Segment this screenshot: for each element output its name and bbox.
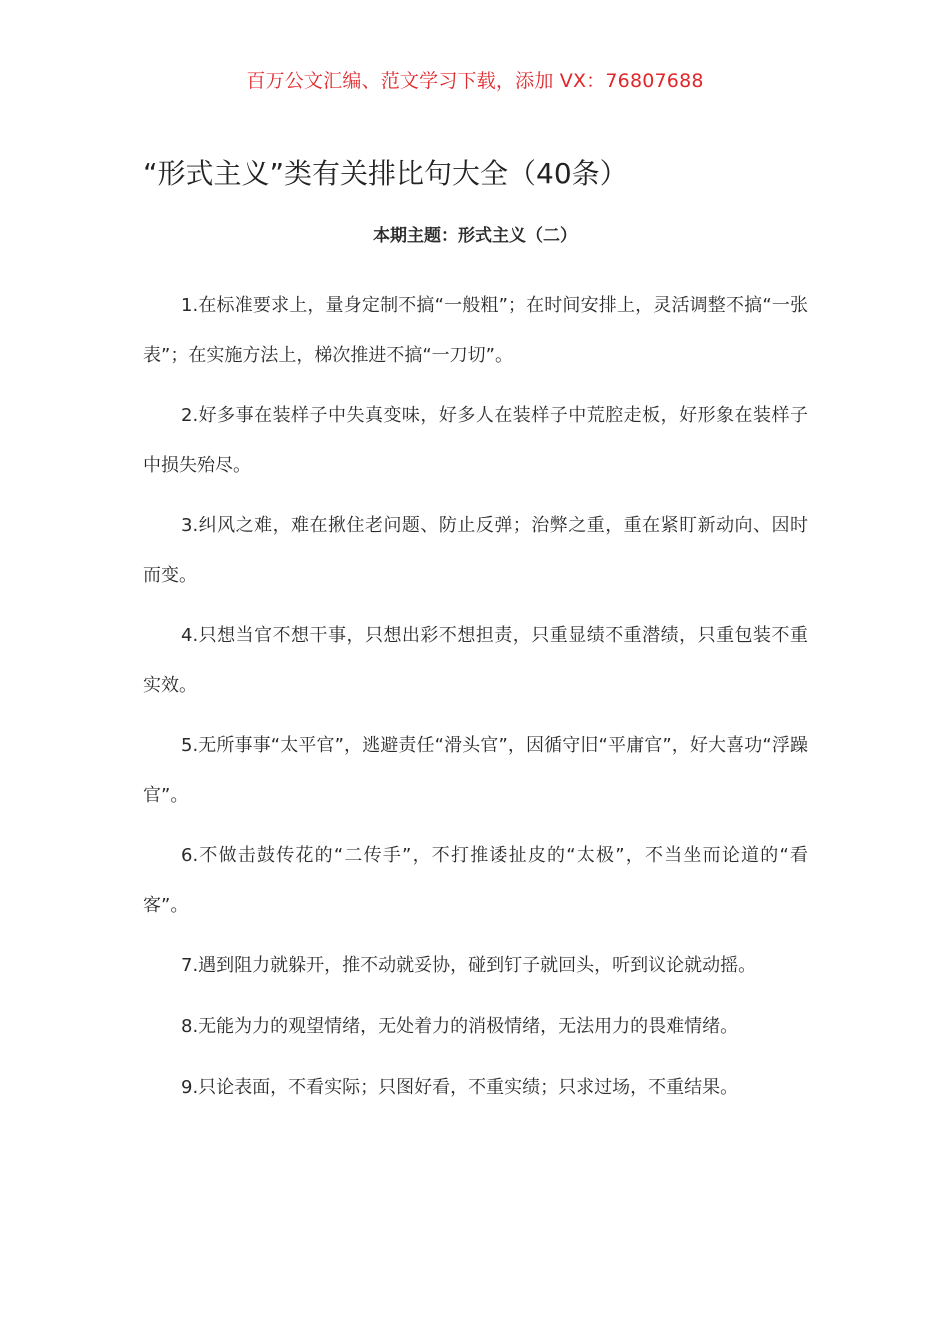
document-subtitle: 本期主题：形式主义（二） — [373, 226, 577, 246]
list-item: 7.遇到阻力就躲开，推不动就妥协，碰到钉子就回头，听到议论就动摇。 — [181, 955, 757, 976]
header-banner: 百万公文汇编、范文学习下载，添加 VX：76807688 — [246, 70, 704, 92]
list-item: 4.只想当官不想干事，只想出彩不想担责，只重显绩不重潜绩，只重包装不重实效。 — [143, 625, 808, 696]
list-item: 3.纠风之难，难在揪住老问题、防止反弹；治弊之重，重在紧盯新动向、因时而变。 — [143, 515, 808, 586]
item-list — [143, 281, 808, 1124]
list-item: 6.不做击鼓传花的“二传手”，不打推诿扯皮的“太极”，不当坐而论道的“看客”。 — [143, 845, 808, 916]
document-title: “形式主义”类有关排比句大全（40条） — [143, 157, 628, 190]
list-item: 5.无所事事“太平官”，逃避责任“滑头官”，因循守旧“平庸官”，好大喜功“浮躁官”。 — [143, 735, 808, 806]
list-item: 9.只论表面，不看实际；只图好看，不重实绩；只求过场，不重结果。 — [181, 1077, 739, 1098]
list-item: 1.在标准要求上，量身定制不搞“一般粗”；在时间安排上，灵活调整不搞“一张表”；在实施方法上，梯次推进不搞“一刀切”。 — [143, 295, 808, 366]
list-item: 2.好多事在装样子中失真变味，好多人在装样子中荒腔走板，好形象在装样子中损失殆尽。 — [143, 405, 808, 476]
list-item: 8.无能为力的观望情绪，无处着力的消极情绪，无法用力的畏难情绪。 — [181, 1016, 739, 1037]
